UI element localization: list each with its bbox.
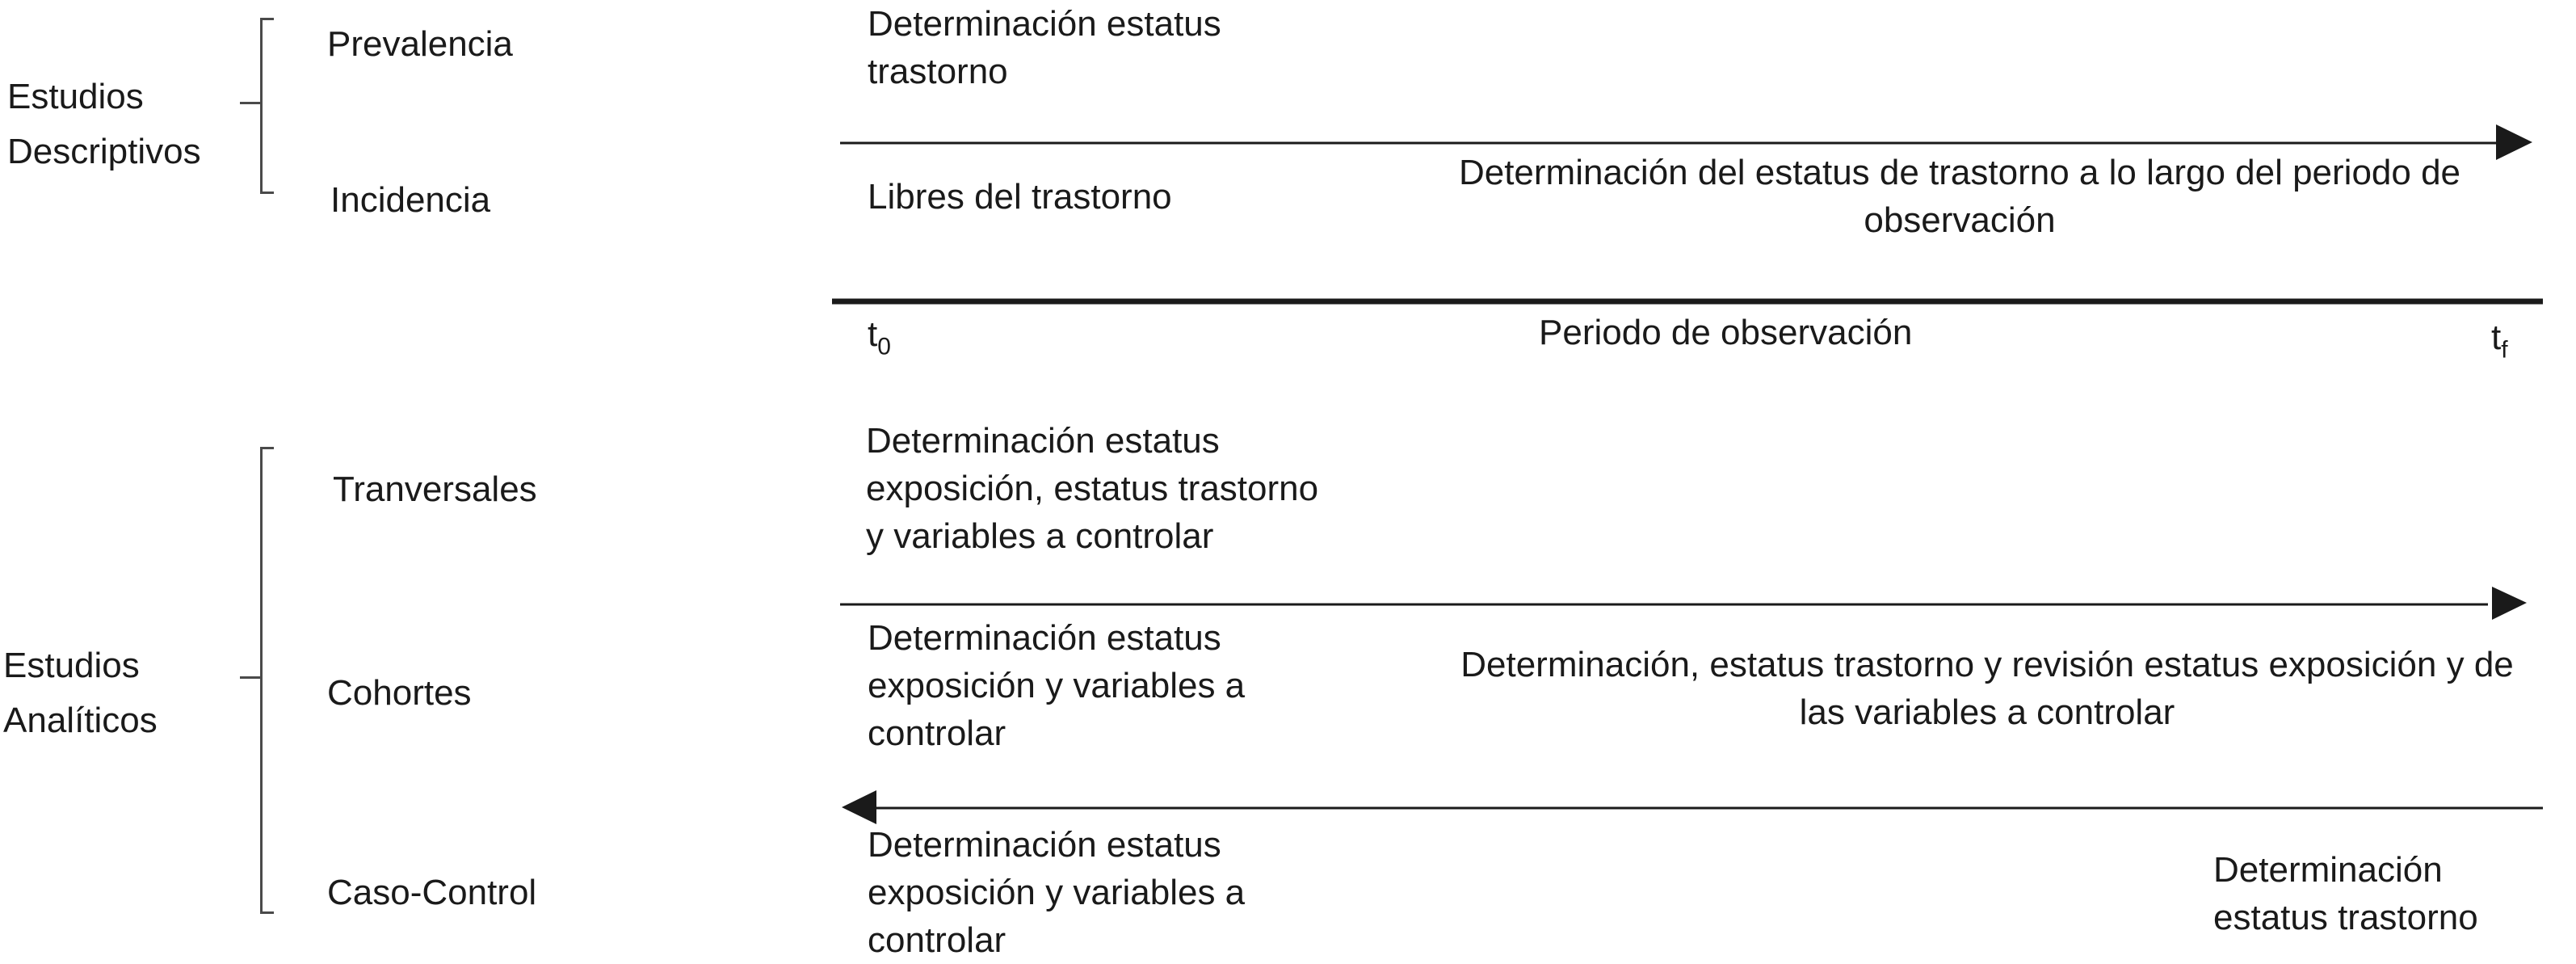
bracket-analiticos: [260, 447, 274, 914]
caso-control-right-text: Determinación estatus trastorno: [2213, 850, 2478, 937]
item-prevalencia: Prevalencia: [327, 24, 513, 64]
cohortes-arrow-head: [2492, 587, 2527, 620]
item-incidencia: Incidencia: [330, 180, 491, 220]
bracket-tick-descriptivos: [240, 102, 262, 104]
cohortes-left-text: Determinación estatus exposición y variables a controlar: [868, 618, 1246, 753]
timeline-end-label: $t_f$: [2491, 318, 2508, 364]
caso-control-left-text: Determinación estatus exposición y variables a controlar: [868, 825, 1246, 960]
incidencia-left-text: Libres del trastorno: [868, 177, 1172, 217]
bracket-descriptivos: [260, 18, 274, 194]
caso-control-arrow-head: [842, 790, 876, 824]
item-tranversales: Tranversales: [333, 469, 537, 509]
group-label-descriptivos: Estudios Descriptivos: [7, 77, 201, 171]
incidencia-right-text: Determinación del estatus de trastorno a lo largo del periodo de observación: [1458, 153, 2461, 240]
item-cohortes: Cohortes: [327, 673, 472, 713]
cohortes-right-text: Determinación, estatus trastorno y revisión estatus exposición y de las variables a controlar: [1460, 645, 2514, 732]
item-caso-control: Caso-Control: [327, 873, 537, 912]
prevalencia-above-text: Determinación estatus trastorno: [868, 4, 1221, 91]
timeline-start-label: $t_0$: [868, 314, 891, 360]
bracket-tick-analiticos: [240, 676, 262, 679]
group-label-analiticos: Estudios Analíticos: [3, 646, 158, 740]
tranversales-above-text: Determinación estatus exposición, estatus trastorno y variables a controlar: [866, 421, 1319, 556]
timeline-period-label: Periodo de observación: [1539, 313, 1913, 352]
